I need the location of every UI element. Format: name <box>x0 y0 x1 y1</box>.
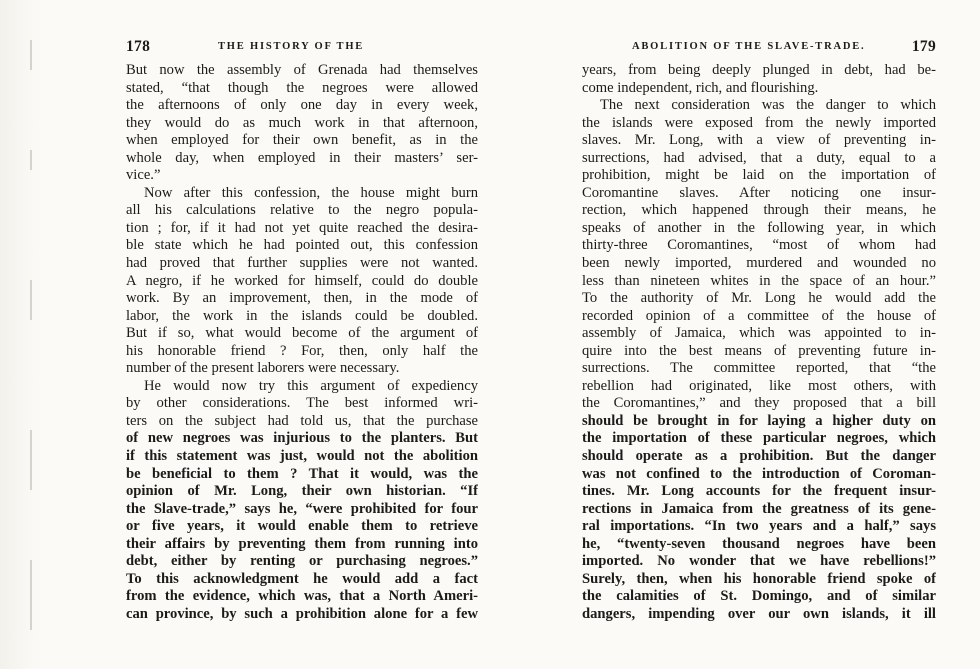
gutter-mark <box>30 560 32 630</box>
text-line: they would do as much work in that afternoon, <box>126 114 478 131</box>
text-line: labor, the work in the islands could be doubled. <box>126 307 478 324</box>
text-line: be beneficial to them ? That it would, was the <box>126 465 478 482</box>
text-line: To the authority of Mr. Long he would add the <box>582 290 936 307</box>
text-line: the Coromantines,” and they proposed that a bill <box>582 395 936 412</box>
text-line: been newly imported, murdered and wounded no <box>582 255 936 272</box>
text-line: had proved that further supplies were not wanted. <box>126 255 478 272</box>
text-line: prohibition, might be laid on the importation of <box>582 167 936 184</box>
text-line: thirty-three Coromantines, “most of whom had <box>582 237 936 254</box>
text-line: Surely, then, when his honorable friend spoke of <box>582 570 936 587</box>
page-number: 178 <box>126 38 151 55</box>
text-line: rection, which happened through their means, he <box>582 202 936 219</box>
text-line: A negro, if he worked for himself, could do double <box>126 272 478 289</box>
text-line: the islands were exposed from the newly imported <box>582 114 936 131</box>
gutter-mark <box>30 40 32 70</box>
text-line: But if so, what would become of the argument of <box>126 325 478 342</box>
text-line: if this statement was just, would not the abolition <box>126 448 478 465</box>
text-line: tion ; for, if it had not yet quite reached the desira- <box>126 219 478 236</box>
text-line: speaks of another in the following year, in which <box>582 219 936 236</box>
text-line: whole day, when employed in their masters’ ser- <box>126 149 478 166</box>
text-line: from the evidence, which was, that a North Ameri- <box>126 588 478 605</box>
text-line: dangers, impending over our own islands, it ill <box>582 605 936 622</box>
text-line: vice.” <box>126 167 161 184</box>
text-line: the Slave-trade,” says he, “were prohibited for four <box>126 500 478 517</box>
text-line: come independent, rich, and flourishing. <box>582 79 819 96</box>
left-page-header <box>126 34 478 62</box>
text-line: or five years, it would enable them to retrieve <box>126 518 478 535</box>
text-line: imported. No wonder that we have rebellions!” <box>582 553 936 570</box>
text-line: number of the present laborers were necessary. <box>126 360 400 377</box>
running-head: THE HISTORY OF THE <box>218 41 365 52</box>
text-line: assembly of Jamaica, which was appointed to in- <box>582 325 936 342</box>
text-line: was not confined to the introduction of Coroman- <box>582 465 936 482</box>
text-line: Now after this confession, the house might burn <box>144 184 478 201</box>
text-line: the calamities of St. Domingo, and of similar <box>582 588 936 605</box>
text-line: To this acknowledgment he would add a fact <box>126 570 478 587</box>
text-line: years, from being deeply plunged in debt, had be- <box>582 62 936 78</box>
text-line: surrections. The committee reported, that “the <box>582 360 936 377</box>
text-line: by other considerations. The best informed wri- <box>126 395 478 412</box>
text-line: But now the assembly of Grenada had themselves <box>126 62 478 78</box>
text-line: tines. Mr. Long accounts for the frequent insur- <box>582 483 936 500</box>
text-line: work. By an improvement, then, in the mode of <box>126 290 478 307</box>
text-line: should be brought in for laying a higher duty on <box>582 412 936 429</box>
text-line: his honorable friend ? For, then, only half the <box>126 342 478 359</box>
text-line: when employed for their own benefit, as in the <box>126 132 478 149</box>
text-line: less than nineteen whites in the space of an hour.” <box>582 272 936 289</box>
left-page <box>126 34 478 664</box>
text-line: ters on the subject had told us, that the purchase <box>126 412 478 429</box>
text-line: the importation of these particular negroes, which <box>582 430 936 447</box>
text-line: rections in Jamaica from the greatness of its gene- <box>582 500 936 517</box>
text-line: debt, either by renting or purchasing negroes.” <box>126 553 478 570</box>
binding-gutter <box>0 0 48 669</box>
text-line: ral importations. “In two years and a half,” says <box>582 518 936 535</box>
running-head: ABOLITION OF THE SLAVE-TRADE. <box>632 41 866 52</box>
text-line: Coromantine slaves. After noticing one insur- <box>582 184 936 201</box>
text-line: should operate as a prohibition. But the danger <box>582 448 936 465</box>
text-line: he, “twenty-seven thousand negroes have been <box>582 535 936 552</box>
gutter-mark <box>30 280 32 320</box>
text-line: quire into the best means of preventing future in- <box>582 342 936 359</box>
text-line: The next consideration was the danger to which <box>600 97 936 114</box>
text-line: slaves. Mr. Long, with a view of preventing in- <box>582 132 936 149</box>
text-line: recorded opinion of a committee of the house of <box>582 307 936 324</box>
text-line: surrections, had advised, that a duty, equal to a <box>582 149 936 166</box>
text-line: rebellion had originated, like most others, with <box>582 377 936 394</box>
text-line: stated, “that though the negroes were allowed <box>126 79 478 96</box>
right-page-header <box>580 34 936 62</box>
page-number: 179 <box>911 38 936 55</box>
left-page-text <box>126 62 478 624</box>
right-page-text <box>582 62 936 624</box>
right-page <box>580 34 936 664</box>
gutter-mark <box>30 430 32 490</box>
gutter-mark <box>30 150 32 170</box>
text-line: all his calculations relative to the negro popula- <box>126 202 478 219</box>
text-line: their affairs by preventing them from running into <box>126 535 478 552</box>
text-line: opinion of Mr. Long, their own historian. “If <box>126 483 478 500</box>
text-line: the afternoons of only one day in every week, <box>126 97 478 114</box>
text-line: of new negroes was injurious to the planters. But <box>126 430 478 447</box>
text-line: ble state which he had pointed out, this confession <box>126 237 478 254</box>
text-line: can province, by such a prohibition alone for a few <box>126 605 478 622</box>
text-line: He would now try this argument of expediency <box>144 377 478 394</box>
